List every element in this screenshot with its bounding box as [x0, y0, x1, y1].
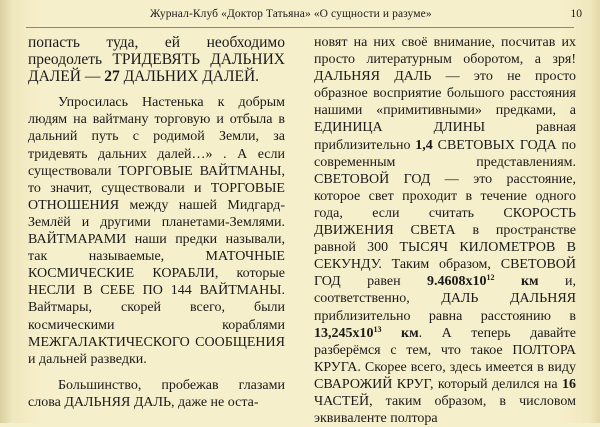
- exponent: 13: [373, 324, 382, 334]
- light-year-value: [427, 274, 539, 289]
- paragraph-distance: [314, 34, 576, 427]
- unit: км: [381, 325, 419, 341]
- paragraph-majority: Большинство, пробежав глазами слова ДАЛЬНЯЯ ДАЛЬ, даже не оста-: [28, 377, 285, 410]
- page-number: 10: [570, 8, 582, 20]
- text-run: попасть туда, ей необходимо преодолеть: [28, 34, 285, 69]
- text-run-caps: ТРИДЕВЯТЬ ДАЛЬНИХ ДАЛЕЙ —: [28, 51, 285, 86]
- paragraph-continuation: [28, 34, 285, 85]
- page-header: [0, 0, 600, 34]
- paragraph-gap: [28, 368, 285, 377]
- number-1-4: 1,4: [415, 137, 433, 153]
- left-column: [28, 34, 285, 411]
- text-run: СВЕТОВЫХ ГОДА по современным представлениям. СВЕТОВОЙ ГОД — это расстояние, которое свет проходит в течение одного года, если считать СКОРОСТЬ ДВИЖЕНИЯ СВЕТА в пространстве равной 300 ТЫСЯЧ КИЛОМЕТРОВ В СЕКУНДУ. Таким образом, СВЕТОВОЙ ГОД равен: [314, 137, 576, 290]
- exponent: 12: [486, 273, 495, 283]
- text-run: и, соответственно, ДАЛЬ ДАЛЬНЯЯ приблизительно равна расстоянию в: [314, 274, 577, 324]
- right-column: [314, 34, 576, 427]
- paragraph-traders: Упросилась Настенька к добрым людям на вайтману торговую и отбыла в дальний путь с родимой Земли, за тридевять дальних далей…» . А если существовали ТОРГОВЫЕ ВАЙТМАНЫ, то значит, существовали и ТОРГОВЫЕ ОТНОШЕНИЯ между нашей Мидгард-Землёй и другими планетами-Землями. ВАЙТМАРАМИ наши предки называли, так называемые, МАТОЧНЫЕ КОСМИЧЕСКИЕ КОРАБЛИ, которые НЕСЛИ В СЕБЕ ПО 144 ВАЙТМАНЫ. Вайтмары, скорей всего, были космическими кораблями МЕЖГАЛАКТИЧЕСКОГО СООБЩЕНИЯ и дальней разведки.: [28, 95, 285, 367]
- unit: км: [494, 274, 539, 290]
- number-16: 16: [562, 376, 576, 392]
- mantissa: 13,245x10: [314, 325, 374, 341]
- paragraph-gap: [28, 85, 285, 94]
- header-divider: [26, 27, 574, 28]
- text-run: ЧАСТЕЙ, таким образом, в числовом эквиваленте полтора: [314, 393, 576, 427]
- mantissa: 9.4608x10: [427, 274, 487, 290]
- number-27: 27: [104, 68, 120, 86]
- journal-title: Журнал-Клуб «Доктор Татьяна» «О сущности и разуме»: [150, 8, 432, 20]
- text-run: . А теперь давайте разберёмся с тем, что такое ПОЛТОРА КРУГА. Скорее всего, здесь имеется в виду СВАРОЖИЙ КРУГ, который делился на: [314, 325, 576, 392]
- text-run-caps: ДАЛЬНИХ ДАЛЕЙ.: [119, 68, 260, 86]
- text-run: новят на них своё внимание, посчитав их просто литературным оборотом, а зря! ДАЛЬНЯЯ ДАЛЬ — это не просто образное восприятие большого расстояния нашими «примитивными» предками, а ЕДИНИЦА ДЛИНЫ равная приблизительно: [314, 35, 576, 153]
- far-distance-value: [314, 326, 419, 341]
